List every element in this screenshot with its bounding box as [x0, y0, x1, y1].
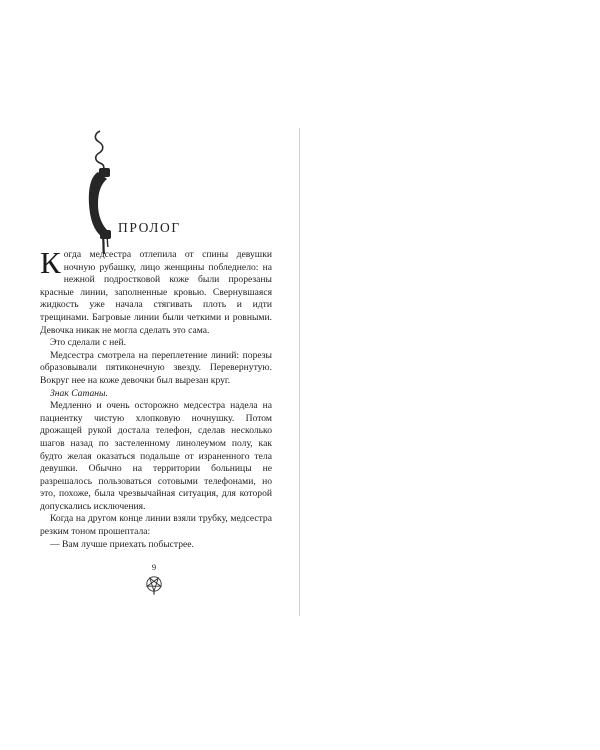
- chapter-title: ПРОЛОГ: [118, 220, 181, 235]
- drop-cap: К: [40, 245, 61, 280]
- paragraph-6: Когда на другом конце линии взяли трубку, медсестра резким тоном прошептала:: [40, 513, 272, 538]
- paragraph-4: Знак Сатаны.: [50, 387, 108, 399]
- page-number: 9: [151, 562, 157, 572]
- paragraph-5: Медленно и очень осторожно медсестра надела на пациентку чистую хлопковую ночнушку. Потом дрожащей рукой достала телефон, сделав несколько шагов назад по застеленному линолеумом полу, как будто желая оказаться подальше от израненного тела девушки. Обычно на территории больницы не разрешалось пользоваться сотовыми телефонами, но это, похоже, была чрезвычайная ситуация, для которой допускались исключения.: [40, 400, 272, 512]
- inverted-pentagram-icon: [145, 575, 163, 595]
- paragraph-1: [40, 245, 272, 337]
- paragraph-7: — Вам лучше приехать побыстрее.: [50, 538, 194, 550]
- paragraph-3: Медсестра смотрела на переплетение линий: порезы образовывали пятиконечную звезду. Перевернутую. Вокруг нее на коже девочки был вырезан круг.: [40, 349, 272, 386]
- telephone-handset-icon: [86, 128, 120, 256]
- page-spread-divider: [299, 128, 300, 616]
- prologue-text: [40, 245, 272, 551]
- paragraph-2: Это сделали с ней.: [50, 337, 127, 349]
- paragraph-1-text: огда медсестра отлепила от спины девушки ночную рубашку, лицо женщины побледнело: на нежной подростковой коже были прорезаны красные линии, заполненные кровью. Свернувшаяся жидкость уже начала стягивать плоть и идти трещинами. Багровые линии были четкими и ровными. Девочка никак не могла сделать это сама.: [40, 249, 272, 336]
